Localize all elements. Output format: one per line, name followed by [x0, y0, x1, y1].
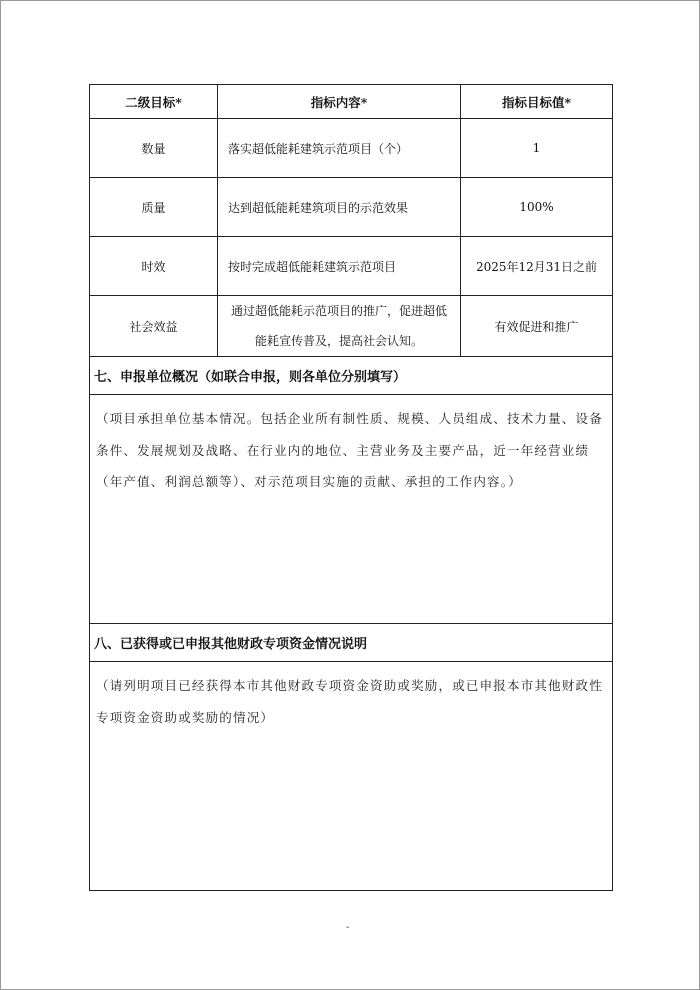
section8-title-row	[90, 624, 613, 662]
cell-level2: 时效	[90, 237, 218, 296]
table-row	[90, 237, 613, 296]
section8-body-row	[90, 662, 613, 891]
cell-target: 100%	[461, 178, 613, 237]
table-row	[90, 178, 613, 237]
cell-target: 2025年12月31日之前	[461, 237, 613, 296]
table-row	[90, 119, 613, 178]
section8-title: 八、已获得或已申报其他财政专项资金情况说明	[90, 624, 613, 662]
section7-body[interactable]: （项目承担单位基本情况。包括企业所有制性质、规模、人员组成、技术力量、设备条件、发展规划及战略、在行业内的地位、主营业务及主要产品，近一年经营业绩（年产值、利润总额等）、对示范项目实施的贡献、承担的工作内容。）	[90, 395, 613, 624]
header-level2-target: 二级目标*	[90, 85, 218, 119]
cell-content: 通过超低能耗示范项目的推广，促进超低能耗宣传普及，提高社会认知。	[218, 296, 461, 357]
cell-level2: 数量	[90, 119, 218, 178]
cell-level2: 质量	[90, 178, 218, 237]
header-indicator-target-value: 指标目标值*	[461, 85, 613, 119]
cell-target: 有效促进和推广	[461, 296, 613, 357]
header-indicator-content: 指标内容*	[218, 85, 461, 119]
cell-level2: 社会效益	[90, 296, 218, 357]
performance-target-table	[89, 84, 613, 891]
section8-body[interactable]: （请列明项目已经获得本市其他财政专项资金资助或奖励，或已申报本市其他财政性专项资金资助或奖励的情况）	[90, 662, 613, 891]
page-number-mark: -	[346, 922, 350, 933]
section7-title: 七、申报单位概况（如联合申报，则各单位分别填写）	[90, 357, 613, 395]
table-header-row	[90, 85, 613, 119]
table-row	[90, 296, 613, 357]
cell-target: 1	[461, 119, 613, 178]
cell-content: 落实超低能耗建筑示范项目（个）	[218, 119, 461, 178]
cell-content: 按时完成超低能耗建筑示范项目	[218, 237, 461, 296]
section7-title-row	[90, 357, 613, 395]
cell-content: 达到超低能耗建筑项目的示范效果	[218, 178, 461, 237]
section7-body-row	[90, 395, 613, 624]
